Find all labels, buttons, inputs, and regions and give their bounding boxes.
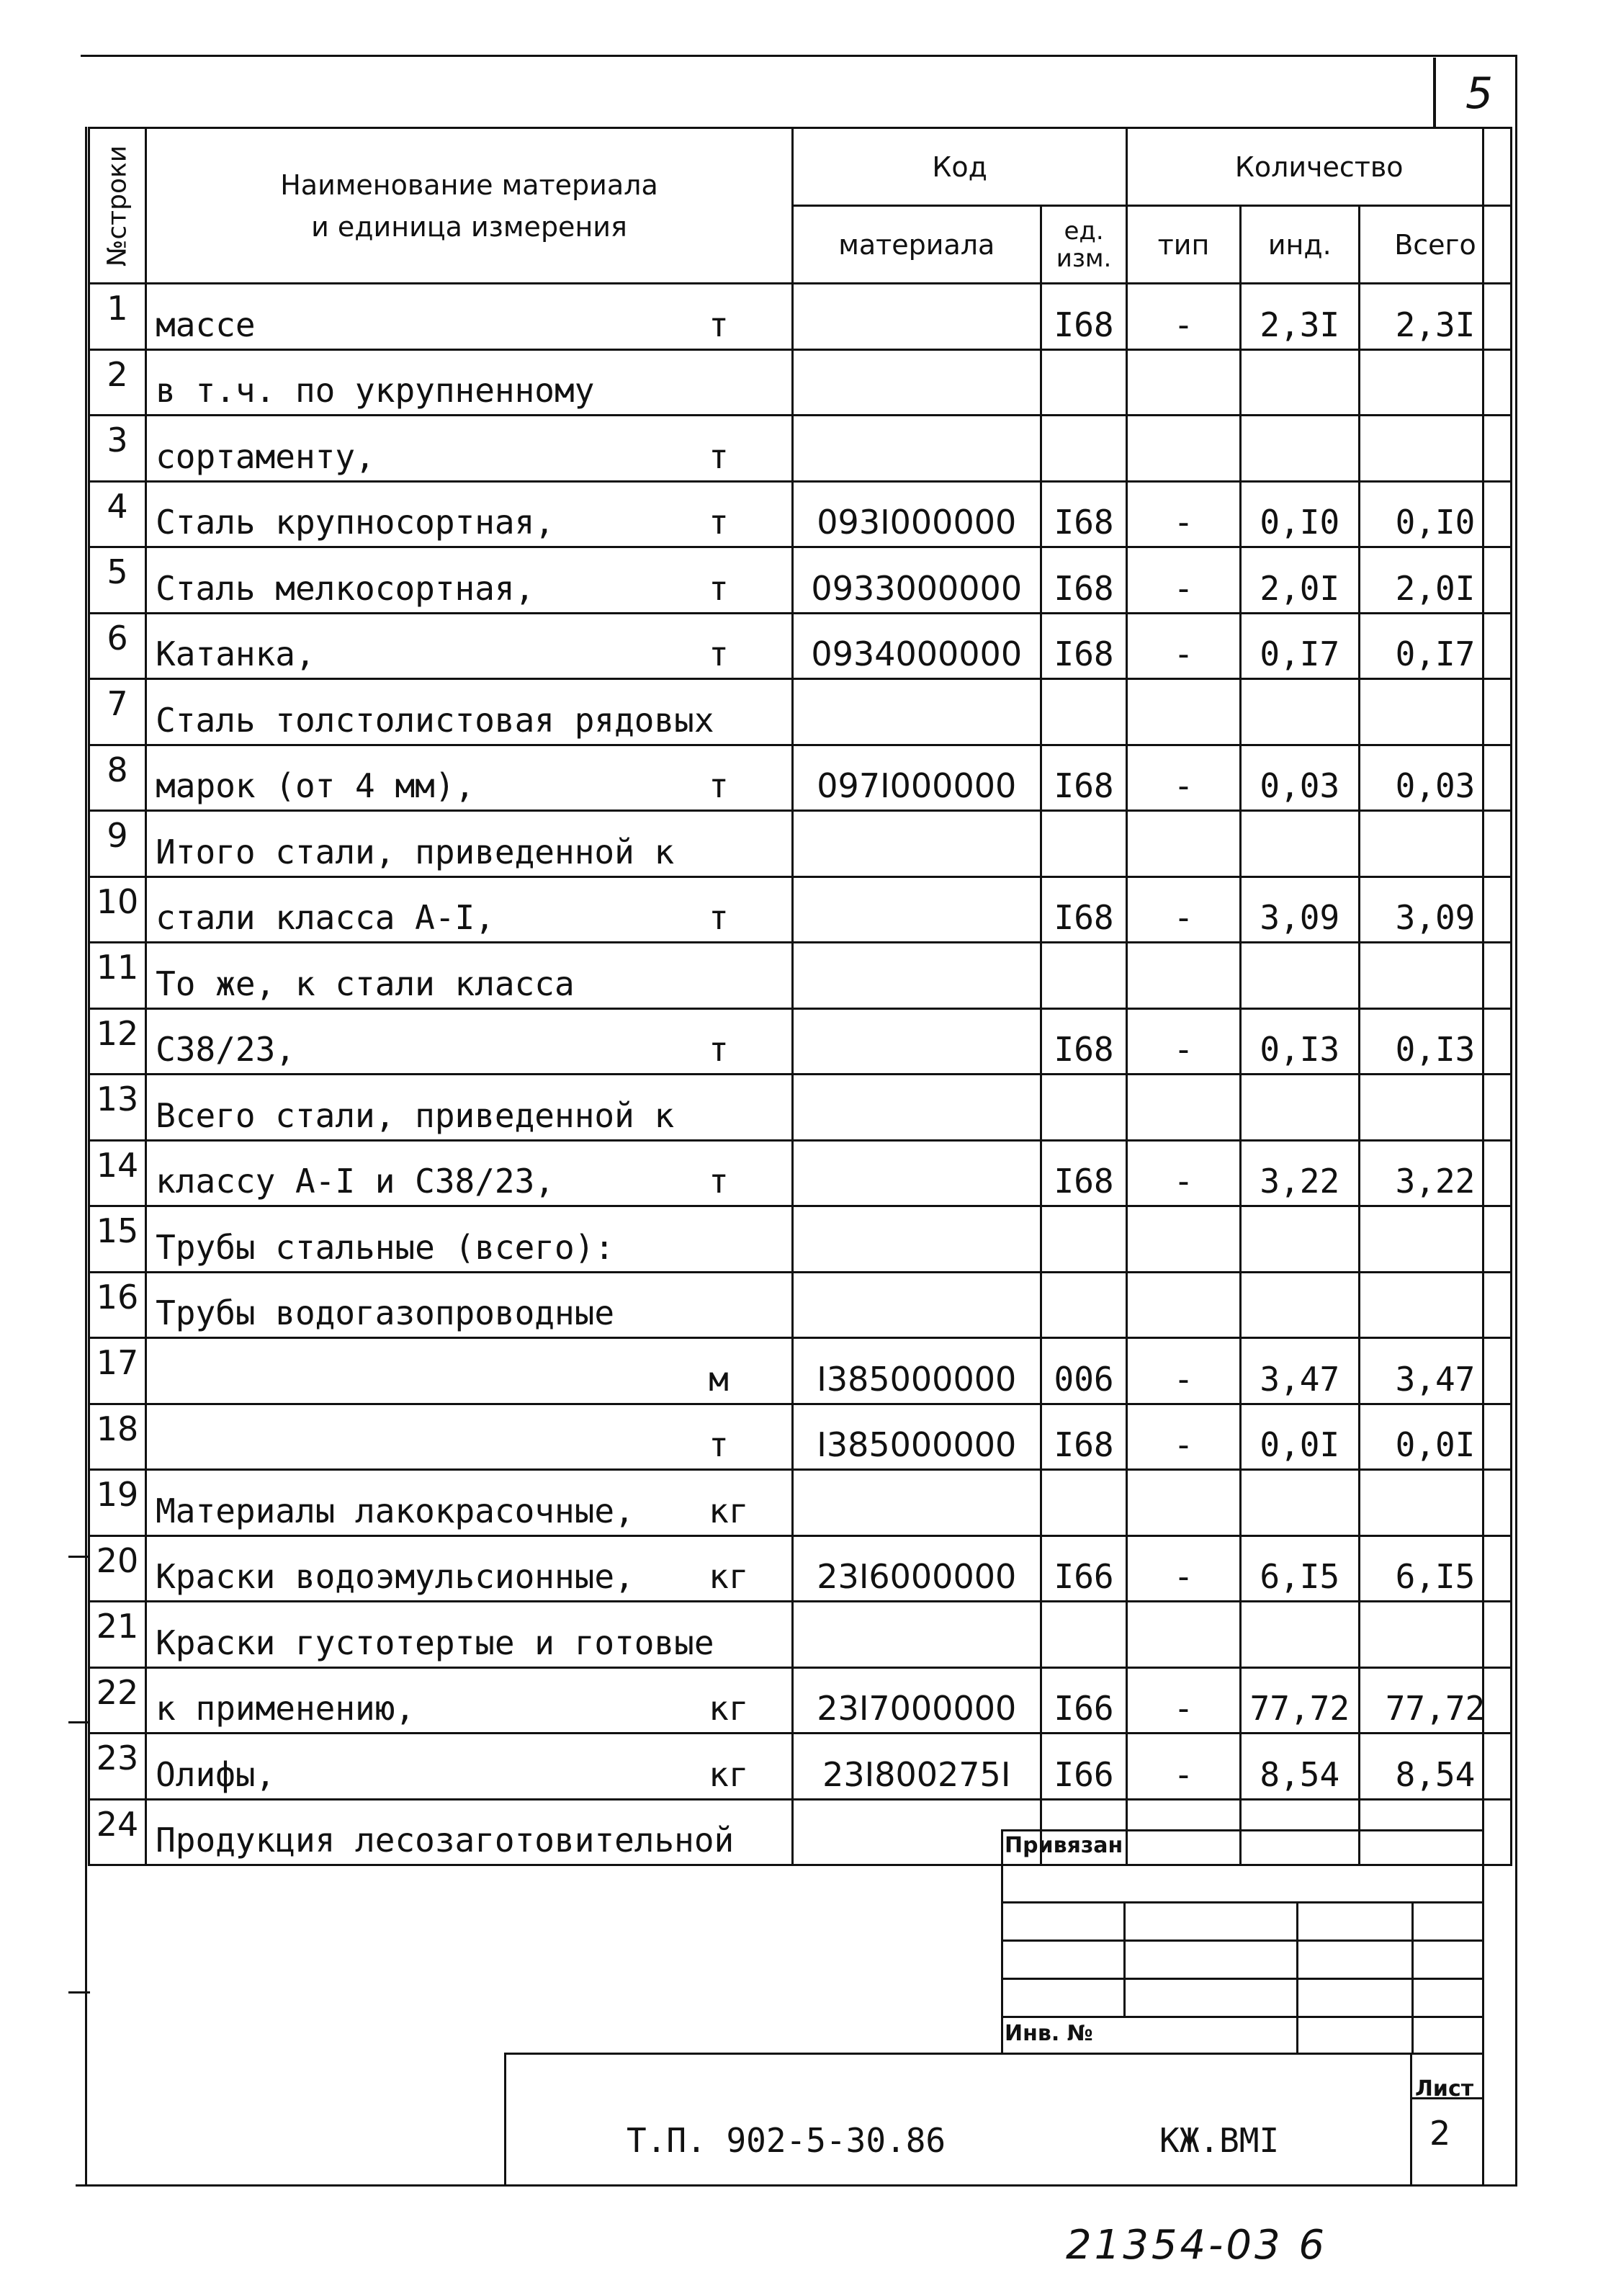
materials-table [88, 127, 1512, 1866]
unit-code: I68 [1041, 547, 1127, 614]
material-name-cell [146, 1075, 793, 1141]
table-row [89, 547, 1512, 614]
material-name: к применению, [156, 1689, 416, 1728]
table-row [89, 416, 1512, 482]
material-code: 097I000000 [792, 745, 1041, 811]
row-number: 10 [89, 876, 146, 943]
quantity-type: - [1127, 876, 1240, 943]
quantity-ind [1240, 1799, 1359, 1865]
bottom-border [76, 2184, 1516, 2187]
quantity-type: - [1127, 1140, 1240, 1206]
quantity-total: 0,I7 [1359, 613, 1511, 679]
top-border [81, 55, 1515, 57]
quantity-type: - [1127, 1008, 1240, 1075]
quantity-total [1359, 679, 1511, 745]
material-name-cell [146, 1535, 793, 1602]
quantity-total: 0,0I [1359, 1404, 1511, 1470]
quantity-total: 3,22 [1359, 1140, 1511, 1206]
row-number: 6 [89, 613, 146, 679]
material-name-cell [146, 613, 793, 679]
material-code [792, 1075, 1041, 1141]
material-name: Итого стали, приведенной к [156, 832, 675, 871]
material-name-cell [146, 811, 793, 877]
quantity-type: - [1127, 284, 1240, 350]
stamp-col-line [1411, 1901, 1414, 2053]
table-row [89, 811, 1512, 877]
table-row [89, 876, 1512, 943]
quantity-total [1359, 1206, 1511, 1273]
material-code [792, 349, 1041, 416]
material-code [792, 1206, 1041, 1273]
table-row [89, 1008, 1512, 1075]
material-name-cell [146, 679, 793, 745]
unit-code [1041, 349, 1127, 416]
unit-of-measure: т [709, 305, 729, 344]
document-code: Т.П. 902-5-30.86 [627, 2121, 946, 2160]
material-code [792, 811, 1041, 877]
unit-of-measure: кг [709, 1491, 749, 1530]
row-number: 3 [89, 416, 146, 482]
quantity-ind: 3,09 [1240, 876, 1359, 943]
unit-of-measure: т [709, 1030, 729, 1069]
quantity-total [1359, 349, 1511, 416]
material-code [792, 1140, 1041, 1206]
row-number: 7 [89, 679, 146, 745]
material-name-cell [146, 1602, 793, 1668]
quantity-type [1127, 943, 1240, 1009]
material-name: марок (от 4 мм), [156, 766, 475, 805]
margin-tick [68, 1721, 90, 1723]
quantity-ind: 2,0I [1240, 547, 1359, 614]
quantity-total: 77,72 [1359, 1667, 1511, 1734]
material-name: С38/23, [156, 1030, 295, 1069]
quantity-type: - [1127, 1535, 1240, 1602]
row-number: 24 [89, 1799, 146, 1865]
table-row [89, 1140, 1512, 1206]
row-number: 17 [89, 1338, 146, 1404]
material-name: массе [156, 305, 256, 344]
quantity-type: - [1127, 1734, 1240, 1800]
material-name: стали класса А-I, [156, 898, 495, 937]
titleblock-sheet-divider [1410, 2053, 1412, 2185]
table-row [89, 943, 1512, 1009]
quantity-ind [1240, 943, 1359, 1009]
quantity-type [1127, 679, 1240, 745]
material-name-cell [146, 1206, 793, 1273]
material-name: Материалы лакокрасочные, [156, 1491, 634, 1530]
sheet-label: Лист [1415, 2076, 1474, 2102]
unit-code: 006 [1041, 1338, 1127, 1404]
row-number: 20 [89, 1535, 146, 1602]
material-code: 0934000000 [792, 613, 1041, 679]
quantity-type [1127, 1602, 1240, 1668]
material-code: 23I6000000 [792, 1535, 1041, 1602]
quantity-type: - [1127, 1338, 1240, 1404]
row-number: 22 [89, 1667, 146, 1734]
material-code [792, 1272, 1041, 1338]
row-number: 13 [89, 1075, 146, 1141]
unit-of-measure: т [709, 634, 729, 673]
material-name-cell [146, 745, 793, 811]
material-name: Сталь толстолистовая рядовых [156, 700, 714, 740]
stamp-row-line [1001, 1901, 1482, 1903]
row-number: 8 [89, 745, 146, 811]
unit-code: I68 [1041, 1008, 1127, 1075]
quantity-ind [1240, 1075, 1359, 1141]
quantity-ind [1240, 1272, 1359, 1338]
quantity-ind [1240, 811, 1359, 877]
table-row [89, 613, 1512, 679]
material-code [792, 876, 1041, 943]
quantity-type [1127, 349, 1240, 416]
row-number: 11 [89, 943, 146, 1009]
material-name-cell [146, 349, 793, 416]
table-row [89, 1404, 1512, 1470]
unit-code [1041, 1075, 1127, 1141]
quantity-ind: 0,I7 [1240, 613, 1359, 679]
unit-of-measure: кг [709, 1754, 749, 1794]
header-ind: инд. [1240, 206, 1359, 284]
stamp-row-line [1001, 1978, 1482, 1980]
material-name-cell [146, 481, 793, 547]
header-unit: ед. изм. [1041, 206, 1127, 284]
table-row [89, 1602, 1512, 1668]
table-row [89, 1206, 1512, 1273]
quantity-ind: 77,72 [1240, 1667, 1359, 1734]
quantity-type: - [1127, 481, 1240, 547]
unit-code [1041, 1470, 1127, 1536]
quantity-type [1127, 1272, 1240, 1338]
material-code: I385000000 [792, 1338, 1041, 1404]
header-total: Всего [1359, 206, 1511, 284]
stamp-inv-label: Инв. № [1005, 2021, 1093, 2046]
material-code: 23I7000000 [792, 1667, 1041, 1734]
unit-of-measure: т [709, 1425, 729, 1464]
quantity-ind: 6,I5 [1240, 1535, 1359, 1602]
stamp-bound-label: Привязан [1005, 1833, 1123, 1858]
quantity-total: 2,3I [1359, 284, 1511, 350]
table-row [89, 1272, 1512, 1338]
titleblock-left [504, 2053, 506, 2185]
row-number: 1 [89, 284, 146, 350]
table-row [89, 1338, 1512, 1404]
table-row [89, 1470, 1512, 1536]
material-code: 23I800275I [792, 1734, 1041, 1800]
quantity-total: 0,I0 [1359, 481, 1511, 547]
material-name: Катанка, [156, 634, 315, 673]
quantity-total [1359, 1272, 1511, 1338]
material-name: Трубы водогазопроводные [156, 1293, 615, 1332]
unit-code: I68 [1041, 1140, 1127, 1206]
material-name-cell [146, 1734, 793, 1800]
quantity-total [1359, 1799, 1511, 1865]
material-name-cell [146, 1799, 793, 1865]
quantity-ind [1240, 1206, 1359, 1273]
stamp-col-line [1123, 1901, 1126, 2016]
quantity-total [1359, 1075, 1511, 1141]
material-code: I385000000 [792, 1404, 1041, 1470]
quantity-total: 0,03 [1359, 745, 1511, 811]
material-name: классу А-I и С38/23, [156, 1162, 555, 1201]
stamp-col-line [1296, 1901, 1298, 2053]
quantity-ind: 3,22 [1240, 1140, 1359, 1206]
stamp-top [1001, 1829, 1482, 1831]
unit-code [1041, 679, 1127, 745]
row-number: 19 [89, 1470, 146, 1536]
quantity-ind: 3,47 [1240, 1338, 1359, 1404]
quantity-ind: 8,54 [1240, 1734, 1359, 1800]
material-name: Продукция лесозаготовительной [156, 1821, 735, 1860]
titleblock-top [504, 2053, 1482, 2055]
drawing-mark: КЖ.ВМI [1159, 2121, 1280, 2160]
sheet-value: 2 [1429, 2114, 1451, 2153]
material-name: Всего стали, приведенной к [156, 1095, 675, 1135]
quantity-ind: 2,3I [1240, 284, 1359, 350]
material-name: Олифы, [156, 1754, 276, 1794]
material-name-cell [146, 547, 793, 614]
unit-of-measure: т [709, 898, 729, 937]
material-name: сортаменту, [156, 436, 375, 476]
row-number: 21 [89, 1602, 146, 1668]
stamp-row-line [1001, 2016, 1482, 2018]
quantity-ind [1240, 1470, 1359, 1536]
quantity-type [1127, 1075, 1240, 1141]
right-border [1515, 55, 1517, 2187]
row-number: 14 [89, 1140, 146, 1206]
material-name-cell [146, 1140, 793, 1206]
quantity-type: - [1127, 1404, 1240, 1470]
quantity-ind: 0,I3 [1240, 1008, 1359, 1075]
unit-code: I66 [1041, 1734, 1127, 1800]
row-number: 15 [89, 1206, 146, 1273]
quantity-ind [1240, 679, 1359, 745]
material-code [792, 1470, 1041, 1536]
margin-tick [68, 1991, 90, 1994]
unit-of-measure: т [709, 503, 729, 542]
table-row [89, 1734, 1512, 1800]
unit-code: I68 [1041, 613, 1127, 679]
table-row [89, 1075, 1512, 1141]
quantity-type: - [1127, 745, 1240, 811]
material-name-cell [146, 1404, 793, 1470]
unit-code: I66 [1041, 1535, 1127, 1602]
quantity-type [1127, 1206, 1240, 1273]
unit-code [1041, 943, 1127, 1009]
unit-of-measure: т [709, 1162, 729, 1201]
quantity-total: 2,0I [1359, 547, 1511, 614]
material-code [792, 284, 1041, 350]
quantity-type [1127, 811, 1240, 877]
header-code: Код [792, 128, 1127, 206]
unit-code: I68 [1041, 876, 1127, 943]
material-code: 093I000000 [792, 481, 1041, 547]
material-name-cell [146, 876, 793, 943]
table-row [89, 1535, 1512, 1602]
quantity-type [1127, 1799, 1240, 1865]
table-row [89, 284, 1512, 350]
unit-code [1041, 1206, 1127, 1273]
material-name-cell [146, 1008, 793, 1075]
material-name: Сталь мелкосортная, [156, 568, 535, 608]
quantity-ind: 0,0I [1240, 1404, 1359, 1470]
table-row [89, 1667, 1512, 1734]
table-row [89, 481, 1512, 547]
quantity-total: 3,47 [1359, 1338, 1511, 1404]
unit-code: I68 [1041, 284, 1127, 350]
quantity-ind: 0,03 [1240, 745, 1359, 811]
quantity-total: 0,I3 [1359, 1008, 1511, 1075]
material-code [792, 1602, 1041, 1668]
row-number: 12 [89, 1008, 146, 1075]
unit-code [1041, 811, 1127, 877]
unit-code: I66 [1041, 1667, 1127, 1734]
quantity-total [1359, 1470, 1511, 1536]
row-number: 9 [89, 811, 146, 877]
material-name: Трубы стальные (всего): [156, 1227, 615, 1267]
quantity-ind [1240, 349, 1359, 416]
material-code: 0933000000 [792, 547, 1041, 614]
unit-code [1041, 1272, 1127, 1338]
quantity-total: 8,54 [1359, 1734, 1511, 1800]
table-row [89, 1799, 1512, 1865]
quantity-type: - [1127, 613, 1240, 679]
table-row [89, 745, 1512, 811]
unit-code: I68 [1041, 1404, 1127, 1470]
header-material: материала [792, 206, 1041, 284]
row-number: 5 [89, 547, 146, 614]
unit-of-measure: кг [709, 1689, 749, 1728]
quantity-ind: 0,I0 [1240, 481, 1359, 547]
unit-of-measure: т [709, 766, 729, 805]
unit-of-measure: т [709, 568, 729, 608]
header-type: тип [1127, 206, 1240, 284]
material-name: Краски густотертые и готовые [156, 1623, 714, 1662]
material-name-cell [146, 284, 793, 350]
quantity-ind [1240, 1602, 1359, 1668]
sheet-number: 5 [1465, 68, 1494, 119]
row-number: 23 [89, 1734, 146, 1800]
header-quantity: Количество [1127, 128, 1512, 206]
header-name: Наименование материала и единица измерения [146, 128, 793, 284]
material-name-cell [146, 416, 793, 482]
quantity-type: - [1127, 547, 1240, 614]
table-row [89, 679, 1512, 745]
unit-of-measure: кг [709, 1557, 749, 1596]
quantity-total [1359, 943, 1511, 1009]
material-name: Краски водоэмульсионные, [156, 1557, 634, 1596]
quantity-type: - [1127, 1667, 1240, 1734]
header-row-no: №строки [89, 128, 146, 284]
unit-code: I68 [1041, 481, 1127, 547]
quantity-type [1127, 416, 1240, 482]
quantity-total [1359, 416, 1511, 482]
material-name-cell [146, 1667, 793, 1734]
unit-of-measure: м [709, 1359, 729, 1399]
quantity-total [1359, 1602, 1511, 1668]
quantity-total: 3,09 [1359, 876, 1511, 943]
table-row [89, 349, 1512, 416]
material-name-cell [146, 943, 793, 1009]
quantity-total: 6,I5 [1359, 1535, 1511, 1602]
material-name-cell [146, 1470, 793, 1536]
material-code [792, 1008, 1041, 1075]
row-number: 18 [89, 1404, 146, 1470]
material-name-cell [146, 1272, 793, 1338]
quantity-type [1127, 1470, 1240, 1536]
unit-code [1041, 1602, 1127, 1668]
quantity-total [1359, 811, 1511, 877]
material-code [792, 1799, 1041, 1865]
material-code [792, 679, 1041, 745]
material-code [792, 943, 1041, 1009]
margin-tick [68, 1556, 90, 1558]
unit-code [1041, 416, 1127, 482]
left-border [85, 127, 87, 2187]
unit-code: I68 [1041, 745, 1127, 811]
material-name: То же, к стали класса [156, 964, 575, 1003]
unit-of-measure: т [709, 436, 729, 476]
row-number: 4 [89, 481, 146, 547]
stamp-row-line [1001, 1940, 1482, 1942]
row-number: 2 [89, 349, 146, 416]
material-name: в т.ч. по укрупненному [156, 371, 595, 410]
row-number: 16 [89, 1272, 146, 1338]
material-name: Сталь крупносортная, [156, 503, 555, 542]
quantity-ind [1240, 416, 1359, 482]
inventory-number: 21354-03 6 [1066, 2222, 1328, 2269]
material-code [792, 416, 1041, 482]
material-name-cell [146, 1338, 793, 1404]
